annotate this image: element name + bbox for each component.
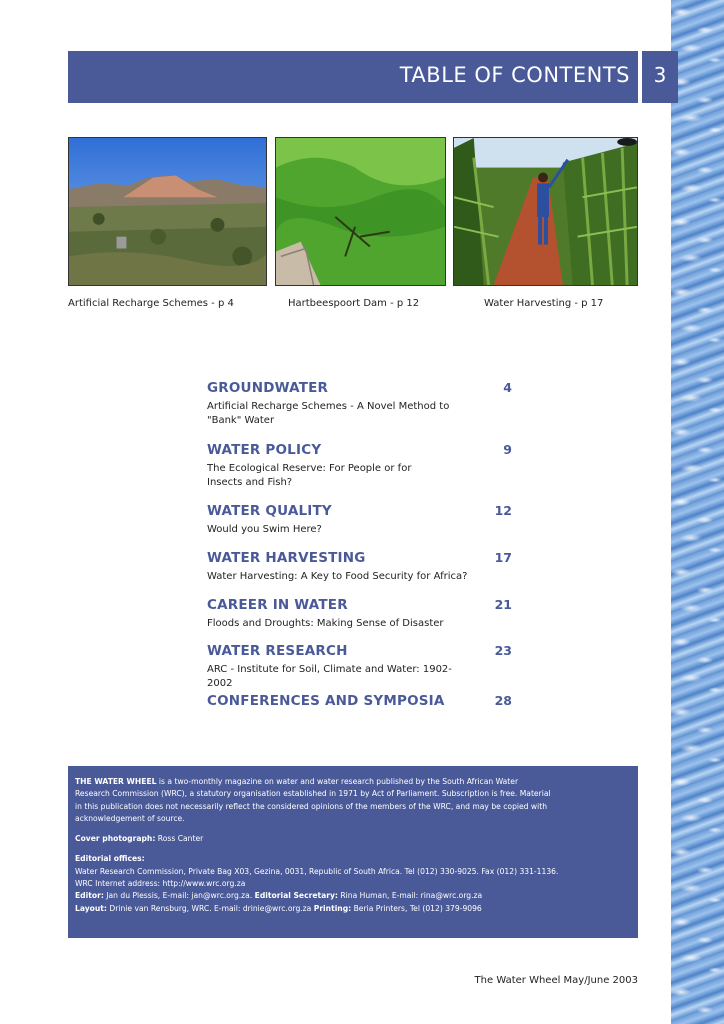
toc-description [207, 570, 477, 584]
title-bar [68, 51, 638, 103]
masthead-text: acknowledgement of source. [75, 813, 185, 823]
offices-web: WRC Internet address: http://www.wrc.org.za [75, 879, 246, 889]
toc-description [207, 663, 477, 691]
offices-address: Water Research Commission, Private Bag X03, Gezina, 0031, Republic of South Africa. Tel (012) 330-9025. Fax (012) 331-1136. [75, 866, 559, 876]
cover-credit [75, 833, 631, 845]
toc-description [207, 462, 477, 490]
photo-water-harvesting [453, 137, 638, 286]
toc-entry-career-in-water[interactable] [207, 597, 512, 631]
toc-entry-water-research[interactable] [207, 643, 512, 691]
toc-page-number: 17 [494, 550, 512, 565]
toc-description-line: Water Harvesting: A Key to Food Security for Africa? [207, 571, 468, 582]
toc-description-line: ARC - Institute for Soil, Climate and Water: 1902-2002 [207, 664, 452, 689]
toc-heading: WATER RESEARCH [207, 643, 348, 659]
toc-heading: CAREER IN WATER [207, 597, 348, 613]
toc-entry-groundwater[interactable] [207, 380, 512, 428]
toc-description-line: Would you Swim Here? [207, 524, 322, 535]
masthead-text: is a two-monthly magazine on water and water research published by the South African Water [156, 777, 519, 786]
toc-page-number: 12 [494, 503, 512, 518]
toc-description [207, 617, 477, 631]
toc-description-line: Artificial Recharge Schemes - A Novel Method to [207, 401, 450, 412]
masthead-name: THE WATER WHEEL [75, 777, 157, 786]
toc-heading: WATER HARVESTING [207, 550, 366, 566]
water-texture-strip [671, 0, 724, 1024]
toc-description-line: The Ecological Reserve: For People or for [207, 463, 412, 474]
toc-entry-water-policy[interactable] [207, 442, 512, 490]
toc-entry-water-harvesting[interactable] [207, 550, 512, 584]
toc-heading: WATER POLICY [207, 442, 322, 458]
page-number: 3 [653, 63, 667, 87]
page-footer: The Water Wheel May/June 2003 [474, 975, 638, 986]
masthead-text: in this publication does not necessarily reflect the considered opinions of the members of the WRC, and may be copied with [75, 801, 548, 811]
toc-description [207, 400, 477, 428]
editor-value: Jan du Plessis, E-mail: jan@wrc.org.za. [103, 891, 255, 901]
secretary-label: Editorial Secretary: [254, 891, 338, 901]
offices-label: Editorial offices: [75, 854, 145, 864]
toc-page-number: 21 [494, 597, 512, 612]
toc-page-number: 23 [494, 643, 512, 658]
secretary-value: Rina Human, E-mail: rina@wrc.org.za [337, 891, 483, 901]
photo-hartbeespoort-dam [275, 137, 446, 286]
photo-caption-1: Artificial Recharge Schemes - p 4 [68, 298, 234, 309]
photo-artificial-recharge [68, 137, 267, 286]
photo-caption-3: Water Harvesting - p 17 [484, 298, 604, 309]
toc-description [207, 523, 477, 537]
masthead-paragraph [75, 776, 631, 825]
photo-caption-2: Hartbeespoort Dam - p 12 [288, 298, 420, 309]
toc-page-number: 28 [494, 693, 512, 708]
toc-page-number: 4 [503, 380, 512, 395]
toc-heading: WATER QUALITY [207, 503, 332, 519]
toc-heading: GROUNDWATER [207, 380, 329, 396]
layout-value: Drinie van Rensburg, WRC. E-mail: drinie@wrc.org.za [106, 903, 314, 913]
printing-label: Printing: [313, 903, 352, 913]
editorial-offices [75, 853, 631, 914]
editor-label: Editor: [75, 891, 104, 901]
toc-description-line: Floods and Droughts: Making Sense of Disaster [207, 618, 444, 629]
cover-value: Ross Canter [155, 834, 204, 844]
toc-description-line: Insects and Fish? [207, 477, 293, 488]
toc-entry-conferences[interactable] [207, 693, 512, 709]
masthead-info-box [68, 766, 638, 938]
page-title: TABLE OF CONTENTS [399, 63, 630, 87]
toc-heading: CONFERENCES AND SYMPOSIA [207, 693, 445, 709]
toc-page-number: 9 [503, 442, 512, 457]
masthead-text: Research Commission (WRC), a statutory organisation established in 1971 by Act of Parliament. Subscription is free. Material [75, 789, 551, 799]
cover-label: Cover photograph: [75, 834, 156, 844]
toc-description-line: "Bank" Water [207, 415, 275, 426]
printing-value: Beria Printers, Tel (012) 379-9096 [351, 903, 482, 913]
layout-label: Layout: [75, 903, 107, 913]
page-number-box [640, 51, 678, 103]
toc-entry-water-quality[interactable] [207, 503, 512, 537]
